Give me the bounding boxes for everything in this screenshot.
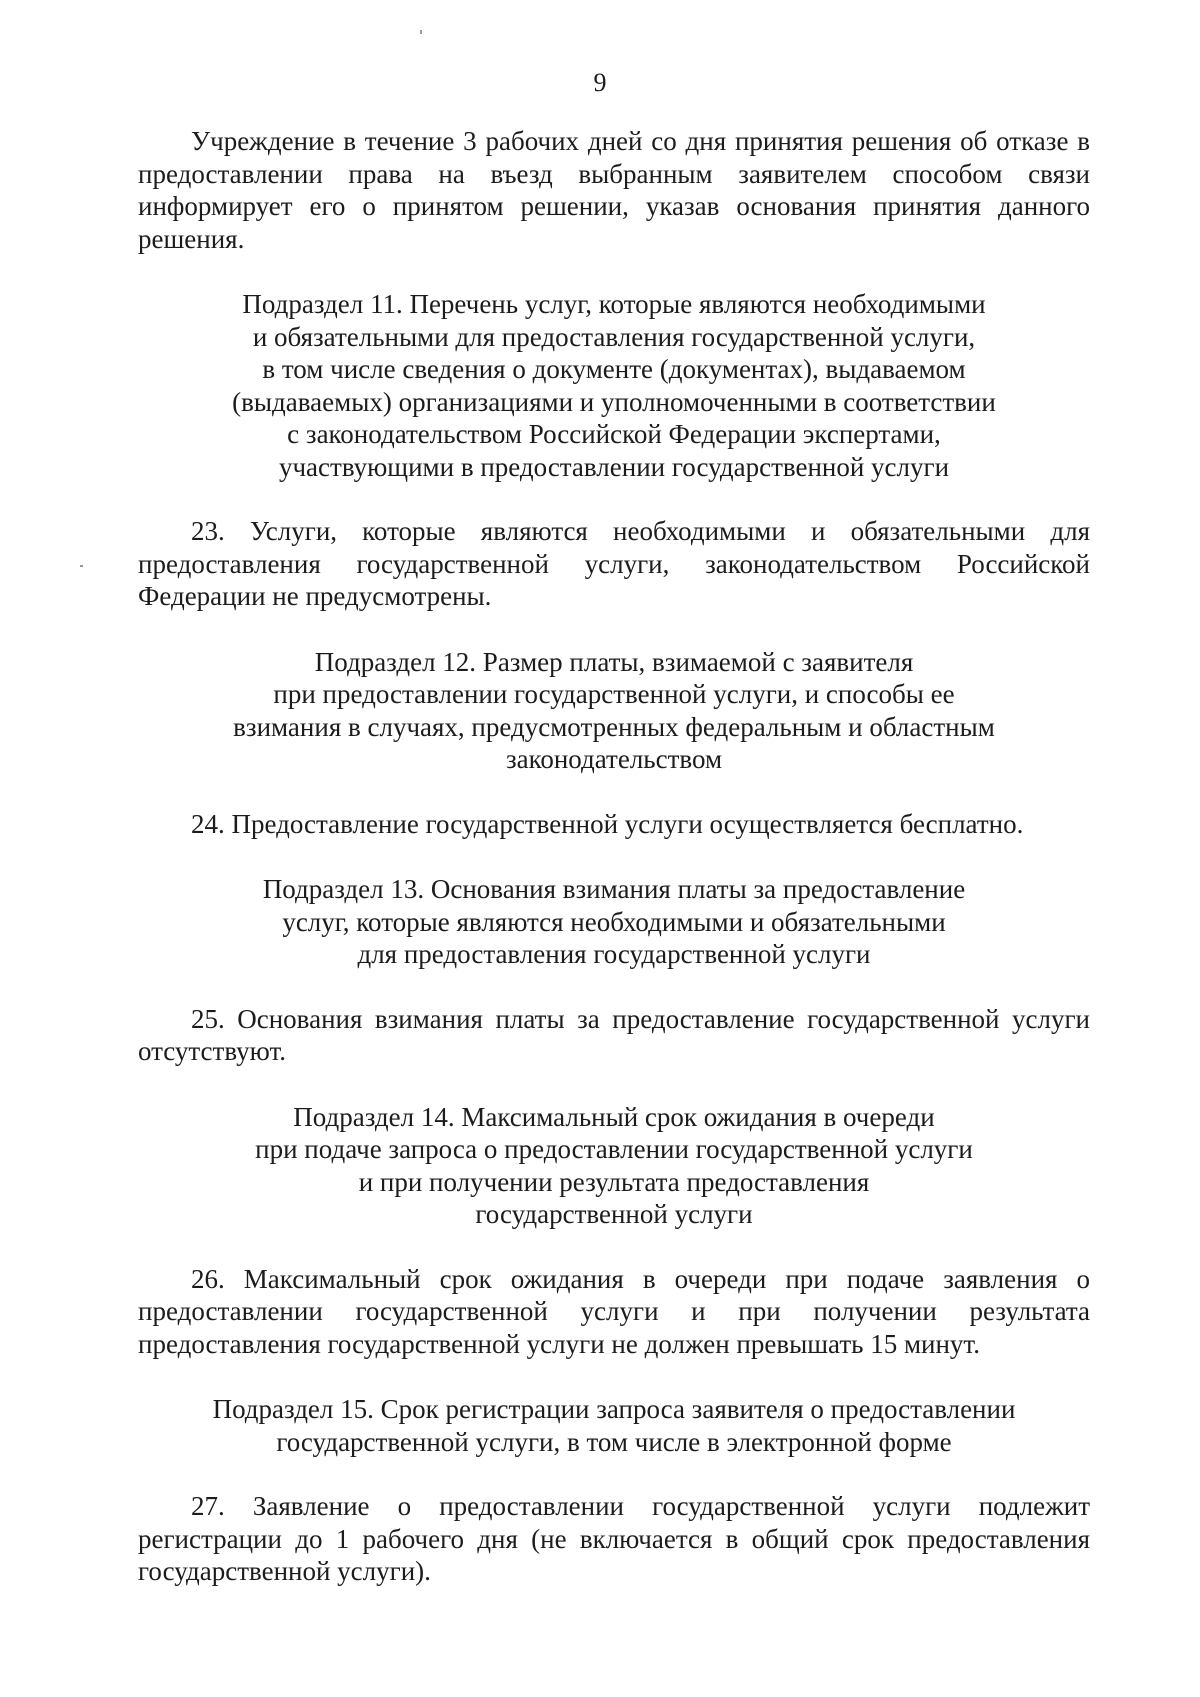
heading-line: в том числе сведения о документе (документах), выдаваемом bbox=[262, 354, 966, 384]
section-heading-13 bbox=[138, 873, 1090, 971]
page-number: 9 bbox=[593, 68, 607, 97]
section-heading-11 bbox=[138, 288, 1090, 483]
paragraph-24: 24. Предоставление государственной услуги осуществляется бесплатно. bbox=[191, 808, 1024, 839]
heading-line: Подраздел 12. Размер платы, взимаемой с заявителя bbox=[314, 646, 914, 677]
section-heading-14 bbox=[138, 1101, 1090, 1231]
heading-line: при предоставлении государственной услуги, и способы ее bbox=[273, 679, 955, 709]
heading-line: и при получении результата предоставления bbox=[358, 1166, 870, 1197]
heading-line: Подраздел 13. Основания взимания платы за предоставление bbox=[262, 874, 966, 904]
heading-line: законодательством bbox=[505, 744, 723, 774]
heading-line: и обязательными для предоставления государственной услуги, bbox=[252, 321, 976, 352]
heading-line: Подраздел 15. Срок регистрации запроса заявителя о предоставлении bbox=[212, 1394, 1016, 1424]
paragraph-25: 25. Основания взимания платы за предоставление государственной услуги отсутствуют. bbox=[138, 1003, 1090, 1066]
scan-speck bbox=[80, 565, 83, 567]
heading-line: для предоставления государственной услуги bbox=[357, 939, 871, 969]
heading-line: Подраздел 14. Максимальный срок ожидания в очереди bbox=[293, 1101, 935, 1132]
heading-line: государственной услуги, в том числе в электронной форме bbox=[276, 1426, 952, 1457]
paragraph-27: 27. Заявление о предоставлении государственной услуги подлежит регистрации до 1 рабочего дня (не включается в общий срок предоставления государственной услуги). bbox=[138, 1491, 1090, 1586]
scan-speck bbox=[420, 30, 422, 34]
paragraph-26: 26. Максимальный срок ожидания в очереди при подаче заявления о предоставлении государственной услуги и при получении результата предоставления государственной услуги не должен превышать 15 минут. bbox=[138, 1263, 1090, 1359]
paragraph-23: 23. Услуги, которые являются необходимыми и обязательными для предоставления государственной услуги, законодательством Российской Федерации не предусмотрены. bbox=[138, 516, 1090, 611]
section-heading-12 bbox=[138, 646, 1090, 776]
heading-line: государственной услуги bbox=[475, 1199, 753, 1229]
heading-line: (выдаваемых) организациями и уполномоченными в соответствии bbox=[232, 386, 996, 417]
heading-line: участвующими в предоставлении государственной услуги bbox=[278, 451, 950, 482]
heading-line: Подраздел 11. Перечень услуг, которые являются необходимыми bbox=[242, 289, 986, 319]
section-heading-15 bbox=[138, 1393, 1090, 1458]
heading-line: услуг, которые являются необходимыми и обязательными bbox=[282, 906, 946, 937]
document-body bbox=[138, 125, 1090, 1588]
intro-paragraph: Учреждение в течение 3 рабочих дней со дня принятия решения об отказе в предоставлении права на въезд выбранным заявителем способом связи информирует его о принятом решении, указав основания принятия данного решения. bbox=[138, 126, 1090, 254]
heading-line: взимания в случаях, предусмотренных федеральным и областным bbox=[233, 711, 995, 742]
heading-line: при подаче запроса о предоставлении государственной услуги bbox=[255, 1134, 973, 1164]
heading-line: с законодательством Российской Федерации экспертами, bbox=[287, 419, 941, 449]
